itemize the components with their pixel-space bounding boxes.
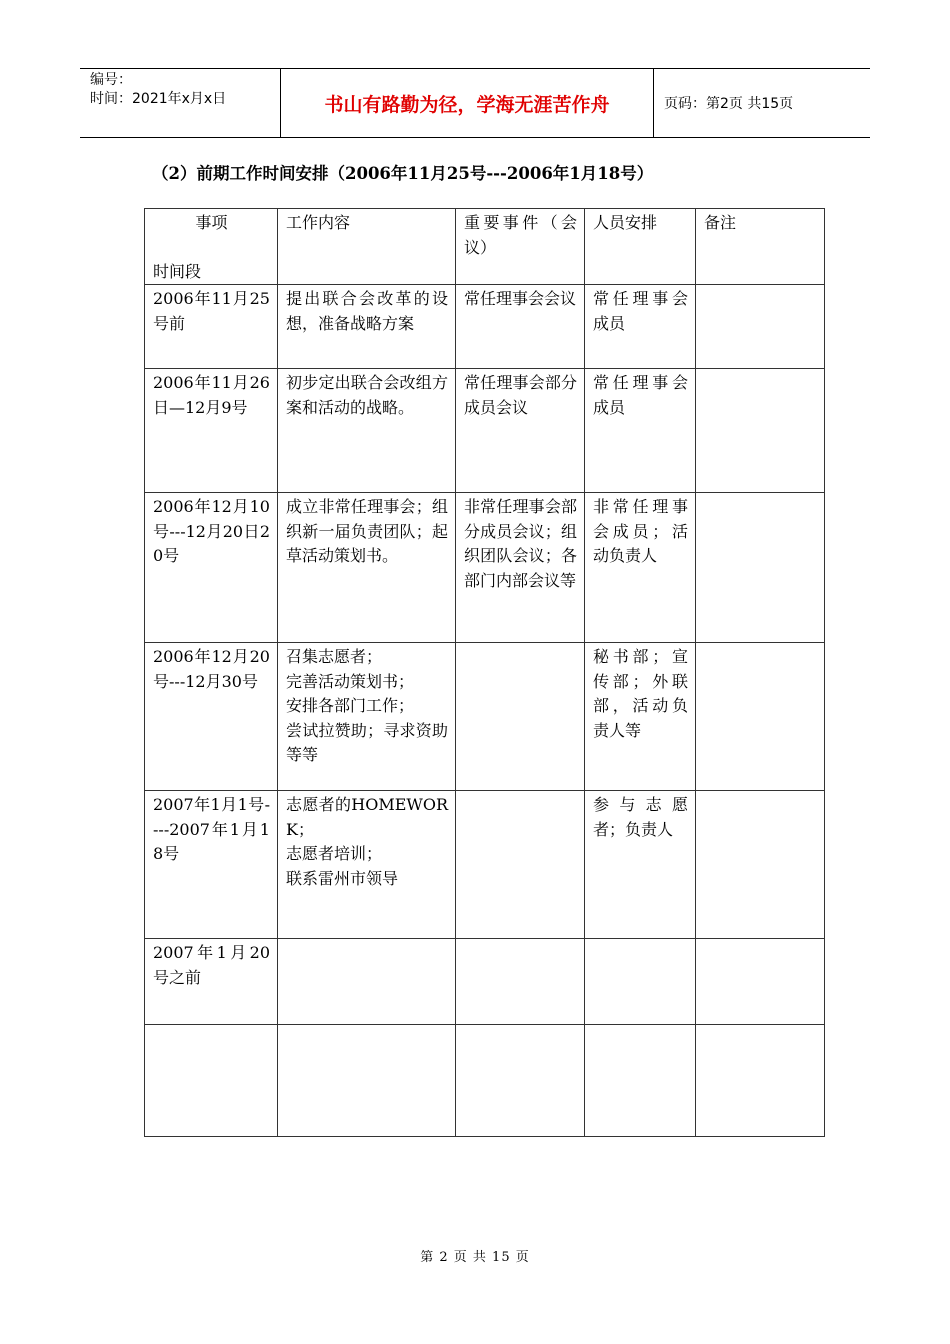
header-item-period bbox=[145, 209, 278, 285]
header-meta bbox=[80, 69, 281, 137]
cell-note bbox=[696, 285, 825, 369]
cell-period bbox=[145, 1025, 278, 1137]
cell-period: 2006年12月20号---12月30号 bbox=[145, 643, 278, 791]
header-motto: 书山有路勤为径，学海无涯苦作舟 bbox=[281, 69, 654, 137]
table-row bbox=[145, 939, 825, 1025]
header-event: 重要事件（会议） bbox=[456, 209, 585, 285]
header-page-code: 页码：第2页 共15页 bbox=[664, 96, 794, 112]
cell-note bbox=[696, 369, 825, 493]
cell-staff: 非常任理事会成员；活动负责人 bbox=[585, 493, 696, 643]
cell-period: 2006年11月25号前 bbox=[145, 285, 278, 369]
cell-event: 常任理事会会议 bbox=[456, 285, 585, 369]
table-row bbox=[145, 493, 825, 643]
page-header bbox=[80, 68, 870, 138]
cell-staff: 常任理事会成员 bbox=[585, 369, 696, 493]
cell-note bbox=[696, 493, 825, 643]
cell-staff: 参与志愿者；负责人 bbox=[585, 791, 696, 939]
table-row bbox=[145, 643, 825, 791]
cell-note bbox=[696, 1025, 825, 1137]
cell-period: 2007年1月1号----2007年1月18号 bbox=[145, 791, 278, 939]
content-line: 完善活动策划书； bbox=[286, 671, 415, 691]
cell-staff bbox=[585, 939, 696, 1025]
cell-content: 初步定出联合会改组方案和活动的战略。 bbox=[278, 369, 456, 493]
table-header-row bbox=[145, 209, 825, 285]
doc-number-label: 编号： bbox=[90, 72, 132, 88]
cell-content bbox=[278, 643, 456, 791]
cell-event: 非常任理事会部分成员会议；组织团队会议；各部门内部会议等 bbox=[456, 493, 585, 643]
cell-content bbox=[278, 1025, 456, 1137]
cell-staff bbox=[585, 1025, 696, 1137]
header-period-label: 时间段 bbox=[153, 261, 202, 281]
content-line: 联系雷州市领导 bbox=[286, 868, 399, 888]
cell-note bbox=[696, 791, 825, 939]
cell-event bbox=[456, 1025, 585, 1137]
cell-period: 2006年11月26日—12月9号 bbox=[145, 369, 278, 493]
content-line: 尝试拉赞助；寻求资助等等 bbox=[286, 720, 448, 764]
table-row bbox=[145, 1025, 825, 1137]
cell-content: 提出联合会改革的设想，准备战略方案 bbox=[278, 285, 456, 369]
cell-content: 成立非常任理事会；组织新一届负责团队；起草活动策划书。 bbox=[278, 493, 456, 643]
content-line: 召集志愿者； bbox=[286, 647, 383, 666]
cell-content bbox=[278, 791, 456, 939]
section-title: （2）前期工作时间安排（2006年11月25号---2006年1月18号） bbox=[152, 164, 654, 183]
cell-period: 2006年12月10号---12月20日20号 bbox=[145, 493, 278, 643]
cell-event bbox=[456, 643, 585, 791]
content-line: 安排各部门工作； bbox=[286, 696, 415, 715]
cell-note bbox=[696, 939, 825, 1025]
page-footer: 第 2 页 共 15 页 bbox=[420, 1250, 530, 1265]
cell-content bbox=[278, 939, 456, 1025]
cell-period: 2007年1月20号之前 bbox=[145, 939, 278, 1025]
header-note: 备注 bbox=[696, 209, 825, 285]
header-content: 工作内容 bbox=[278, 209, 456, 285]
table-row bbox=[145, 369, 825, 493]
cell-event bbox=[456, 939, 585, 1025]
header-item-label: 事项 bbox=[195, 213, 228, 232]
cell-staff: 秘书部；宣传部；外联部，活动负责人等 bbox=[585, 643, 696, 791]
header-staff: 人员安排 bbox=[585, 209, 696, 285]
table-row bbox=[145, 791, 825, 939]
cell-event bbox=[456, 791, 585, 939]
table-row bbox=[145, 285, 825, 369]
cell-note bbox=[696, 643, 825, 791]
cell-staff: 常任理事会成员 bbox=[585, 285, 696, 369]
cell-event: 常任理事会部分成员会议 bbox=[456, 369, 585, 493]
content-line: 志愿者的HOMEWORK； bbox=[286, 795, 448, 839]
doc-time-label: 时间：2021年x月x日 bbox=[90, 91, 227, 107]
content-line: 志愿者培训； bbox=[286, 844, 383, 863]
schedule-table bbox=[144, 208, 825, 1137]
